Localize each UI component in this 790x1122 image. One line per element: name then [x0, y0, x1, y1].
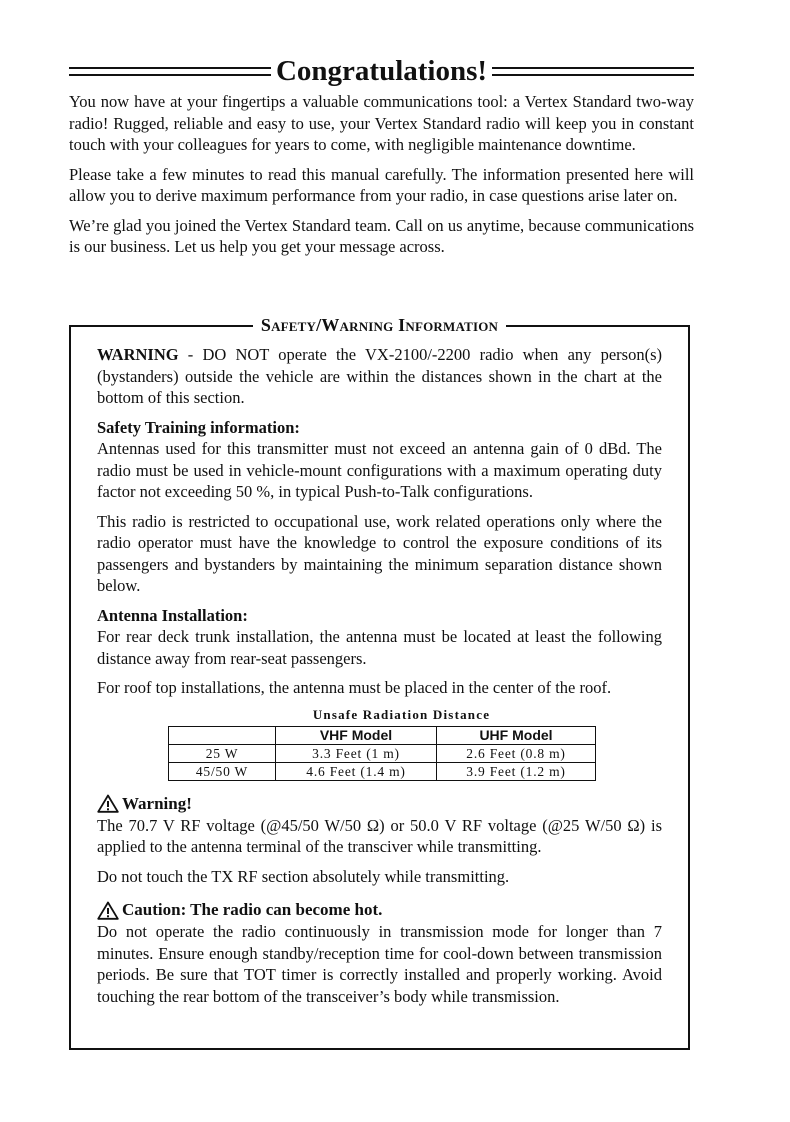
warning2-heading-row	[97, 793, 662, 815]
restricted-paragraph: This radio is restricted to occupational use, work related operations only where the radio operator must have the knowledge to control the exposure conditions of its passengers and bystanders by maintaining the minimum separation distance shown below.	[97, 511, 662, 595]
safety-warning-box	[69, 315, 690, 1050]
training-heading: Safety Training information:	[97, 417, 300, 437]
training-paragraph: Antennas used for this transmitter must not exceed an antenna gain of 0 dBd. The radio must be used in vehicle-mount configurations with a maximum operating duty factor not exceeding 50 %, in typical Push-to-Talk configurations.	[97, 439, 662, 501]
title-rule-right	[492, 67, 694, 76]
warning2-paragraph: The 70.7 V RF voltage (@45/50 W/50 Ω) or 50.0 V RF voltage (@25 W/50 Ω) is applied to the antenna terminal of the transciver while transmitting.	[97, 815, 662, 856]
warning-lead: WARNING	[97, 345, 179, 364]
page-title: Congratulations!	[275, 55, 488, 87]
caution-heading-row	[97, 899, 662, 921]
table-row	[169, 744, 596, 762]
antenna-paragraph: For rear deck trunk installation, the antenna must be located at least the following distance away from rear-seat passengers.	[97, 627, 662, 668]
warning-text: - DO NOT operate the VX-2100/-2200 radio when any person(s) (bystanders) outside the vehicle are within the distances shown in the chart at the bottom of this section.	[97, 345, 662, 407]
safety-box-title	[71, 315, 688, 336]
table-header-row	[169, 726, 596, 744]
radiation-distance-table	[168, 726, 596, 781]
table-caption: Unsafe Radiation Distance	[312, 706, 491, 722]
table-cell: 2.6 Feet (0.8 m)	[437, 744, 596, 762]
table-cell: 4.6 Feet (1.4 m)	[276, 762, 437, 780]
intro-section	[69, 91, 694, 258]
roof-paragraph: For roof top installations, the antenna must be placed in the center of the roof.	[97, 678, 612, 697]
intro-paragraph: We’re glad you joined the Vertex Standard team. Call on us anytime, because communications is our business. Let us help you get your message across.	[69, 215, 694, 256]
table-cell: 3.3 Feet (1 m)	[276, 744, 437, 762]
warning-triangle-icon	[97, 901, 119, 920]
warning-triangle-icon	[97, 794, 119, 813]
table-header-cell	[169, 726, 276, 744]
antenna-heading: Antenna Installation:	[97, 605, 248, 625]
title-rule-left	[69, 67, 271, 76]
table-header-cell: UHF Model	[437, 726, 596, 744]
table-cell: 25 W	[169, 744, 276, 762]
caution-paragraph: Do not operate the radio continuously in transmission mode for longer than 7 minutes. Ensure enough standby/reception time for cool-down between transmission periods. Be sure that TOT timer is correctly installed and properly working. Avoid touching the rear bottom of the transceiver’s body while transmission.	[97, 922, 662, 1006]
intro-paragraph: Please take a few minutes to read this manual carefully. The information presented here will allow you to derive maximum performance from your radio, in case questions arise later on.	[69, 164, 694, 205]
table-cell: 3.9 Feet (1.2 m)	[437, 762, 596, 780]
warning-paragraph	[97, 344, 662, 409]
table-header-cell: VHF Model	[276, 726, 437, 744]
warning2-paragraph-2: Do not touch the TX RF section absolutely while transmitting.	[97, 866, 510, 886]
safety-box-content	[97, 344, 662, 1007]
title-row	[69, 55, 694, 87]
intro-paragraph: You now have at your fingertips a valuable communications tool: a Vertex Standard two-way radio! Rugged, reliable and easy to use, your Vertex Standard radio will keep you in constant touch with your colleagues for years to come, with negligible maintenance downtime.	[69, 92, 694, 154]
table-row	[169, 762, 596, 780]
caution-heading: Caution: The radio can become hot.	[122, 900, 383, 919]
manual-page	[69, 55, 694, 1006]
warning2-heading: Warning!	[122, 793, 192, 813]
table-cell: 45/50 W	[169, 762, 276, 780]
safety-heading: Safety/Warning Information	[253, 315, 506, 335]
